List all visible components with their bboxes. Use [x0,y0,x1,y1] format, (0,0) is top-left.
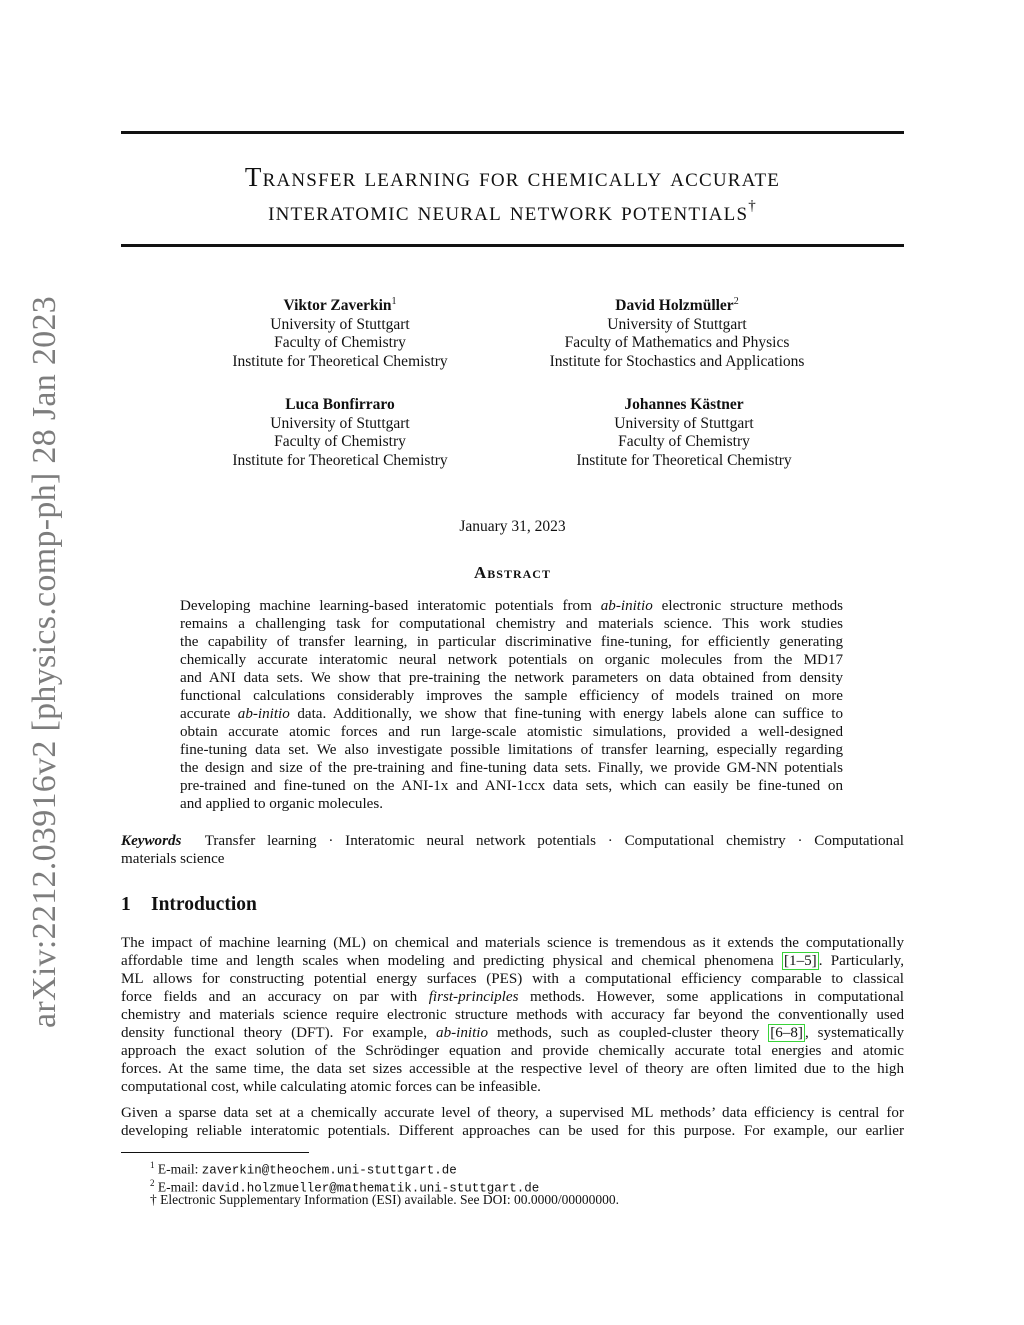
author-block: David Holzmüller$^2$ University of Stuttgart Faculty of Mathematics and Physics Institute for Stochastics and Applications [512,293,842,371]
abstract-line: obtain accurate atomic forces and run large-scale atomistic simulations, provided a well-designed [180,724,843,740]
abstract-line: fine-tuning data set. We also investigate possible limitations of transfer learning, especially regarding [180,742,843,758]
body-line: developing reliable interatomic potentials. Different approaches can be used for this purpose. For example, our earlier [121,1123,904,1139]
title-line-1: Transfer learning for chemically accurate [244,162,781,192]
body-line: force fields and an accuracy on par with first-principles methods. However, some applications in computational [121,989,904,1005]
body-line: chemistry and materials science require electronic structure methods with accuracy far beyond the conventionally used [121,1007,904,1023]
author-affiliation: Faculty of Mathematics and Physics [564,334,790,352]
author-affiliation: Faculty of Chemistry [274,334,406,352]
body-line: ML allows for constructing potential energy surfaces (PES) with a computational efficiency comparable to classical [121,971,904,987]
paper-date: January 31, 2023 [459,518,566,535]
author-name: David Holzmüller [615,297,734,315]
author-affiliation: University of Stuttgart [270,414,410,432]
body-line: affordable time and length scales when modeling and predicting physical and chemical phenomena [1–5] . Particularly, [121,953,904,969]
abstract-line: the capability of transfer learning, in particular discriminative fine-tuning, for efficiently generating [180,634,843,650]
body-line: approach the exact solution of the Schrödinger equation and provide chemically accurate total energies and atomic [121,1043,904,1059]
body-line: density functional theory (DFT). For example, ab-initio methods, such as coupled-cluster theory [6–8] , systematically [121,1025,904,1041]
abstract-line: and ANI data sets. We show that pre-training the network parameters on data obtained from density [180,670,843,686]
author-affiliation: Institute for Stochastics and Applications [549,352,805,370]
author-affiliation: Institute for Theoretical Chemistry [576,451,792,469]
keywords-line: materials science [121,851,225,867]
body-line: forces. At the same time, the data set sizes accessible at the respective level of theory are often limited due to the high [121,1061,904,1077]
author-affiliation: University of Stuttgart [607,315,747,333]
arxiv-identifier: arXiv:2212.03916v2 [physics.comp-ph] 28 Jan 2023 [26,295,63,1029]
email-link[interactable]: zaverkin@theochem.uni-stuttgart.de [201,1163,457,1178]
section-heading: 1 Introduction [121,894,257,915]
body-line: Given a sparse data set at a chemically accurate level of theory, a supervised ML methods’ data efficiency is central for [121,1105,904,1121]
abstract-line: remains a challenging task for computational chemistry and materials science. This work studies [180,616,843,632]
citation-link[interactable]: [1–5] [784,953,817,969]
author-block [175,396,505,470]
title-dagger: † [748,198,757,214]
title-bottom-rule [121,244,904,247]
abstract-line: chemically accurate interatomic neural network potentials on organic molecules from the MD17 [180,652,843,668]
footnote: † Electronic Supplementary Information (ESI) available. See DOI: 00.0000/00000000. [150,1192,620,1207]
footnote-rule [121,1152,309,1153]
author-block: Viktor Zaverkin$^1$ University of Stuttgart Faculty of Chemistry Institute for Theoretical Chemistry [175,293,505,371]
abstract-line: accurate ab-initio data. Additionally, we show that fine-tuning with energy labels alone can suffice to [180,706,843,722]
author-name: Luca Bonfirraro [285,396,395,413]
abstract-line: functional calculations considerably improves the sample efficiency of models trained on more [180,688,843,704]
keywords-label: Keywords [121,833,182,849]
body-line: The impact of machine learning (ML) on chemical and materials science is tremendous as it extends the computationally [121,935,904,951]
author-affiliation: Institute for Theoretical Chemistry [232,352,448,370]
author-affiliation: Faculty of Chemistry [618,433,750,450]
abstract-line: and applied to organic molecules. [180,796,384,812]
author-affiliation: University of Stuttgart [614,414,754,432]
keywords-line: Keywords Transfer learning · Interatomic neural network potentials · Computational chemistry · Computational [121,833,904,849]
author-affiliation: University of Stuttgart [270,315,410,333]
author-affiliation: Faculty of Chemistry [274,433,406,450]
email-link[interactable]: david.holzmueller@mathematik.uni-stuttgart.de [201,1181,540,1196]
author-block [519,396,849,470]
abstract-line: Developing machine learning-based interatomic potentials from ab-initio electronic structure methods [180,598,843,614]
footnote: $^2$ E-mail: david.holzmueller@mathematik.uni-stuttgart.de [150,1178,540,1196]
abstract-heading: Abstract [474,563,551,582]
author-name: Johannes Kästner [624,396,744,413]
citation-link[interactable]: [6–8] [770,1025,803,1041]
title-line-2: interatomic neural network potentials† [268,196,757,226]
author-affiliation: Institute for Theoretical Chemistry [232,451,448,469]
footnote: $^1$ E-mail: zaverkin@theochem.uni-stuttgart.de [150,1160,457,1178]
body-line: computational cost, while calculating atomic forces can be infeasible. [121,1079,541,1095]
author-name: Viktor Zaverkin [283,297,392,315]
abstract-line: the design and size of the pre-training and fine-tuning data sets. Finally, we provide GM-NN potentials [180,760,843,776]
title-top-rule [121,131,904,134]
abstract-line: pre-trained and fine-tuned on the ANI-1x and ANI-1ccx data sets, which can easily be fine-tuned on [180,778,843,794]
